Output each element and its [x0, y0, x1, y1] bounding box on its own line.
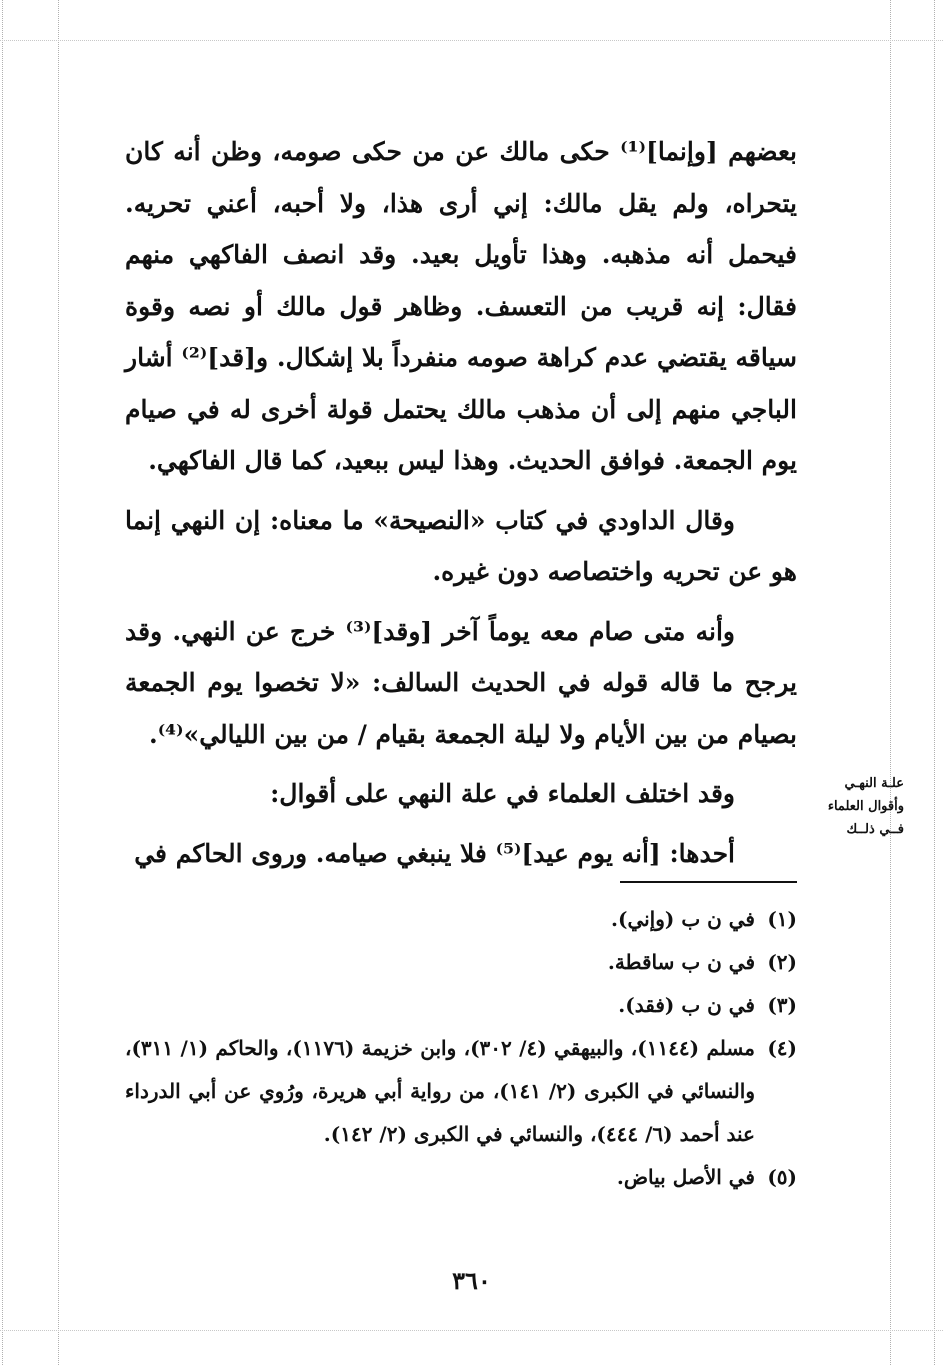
footnote-number: (١) [767, 907, 797, 931]
paragraph-4: وقد اختلف العلماء في علة النهي على أقوال: [270, 779, 735, 808]
footnote-text: في ن ب (فقد). [618, 993, 755, 1017]
main-text [125, 126, 797, 879]
footnote [125, 1156, 797, 1199]
page-number: ٣٦٠ [452, 1266, 491, 1295]
scan-guide-line [0, 1330, 943, 1331]
footnote-number: (٣) [767, 993, 797, 1017]
scan-guide-line [934, 0, 935, 1365]
footnote-text: في الأصل بياض. [616, 1165, 755, 1189]
footnote-separator [620, 881, 797, 883]
margin-heading-line: وأقوال العلماء [827, 799, 904, 814]
footnote [125, 1027, 797, 1156]
footnote [125, 898, 797, 941]
scan-guide-line [0, 40, 943, 41]
margin-heading-line: علـة النهـي [844, 776, 904, 791]
footnote-text: مسلم (١١٤٤)، والبيهقي (٤/ ٣٠٢)، وابن خزيمة (١١٧٦)، والحاكم (١/ ٣١١)، والنسائي في الكبرى (٢/ ١٤١)، من رواية أبي هريرة، ورُوي عن أبي الدرداء عند أحمد (٦/ ٤٤٤)، والنسائي في الكبرى (٢/ ١٤٢). [125, 1036, 755, 1146]
footnote [125, 941, 797, 984]
footnote [125, 984, 797, 1027]
scan-guide-line [58, 0, 59, 1365]
footnote-number: (٥) [767, 1165, 797, 1189]
paragraph-5: أحدها: [أنه يوم عيد]⁽⁵⁾ فلا ينبغي صيامه. وروى الحاكم في [134, 838, 735, 868]
footnote-number: (٤) [767, 1036, 797, 1060]
margin-heading-line: فــي ذلــك [846, 822, 904, 837]
scan-guide-line [2, 0, 3, 1365]
footnote-number: (٢) [767, 950, 797, 974]
paragraph-3: وأنه متى صام معه يوماً آخر [وقد]⁽³⁾ خرج عن النهي. وقد يرجح ما قاله قوله في الحديث السالف: «لا تخصوا يوم الجمعة بصيام من بين الأيام ولا ليلة الجمعة بقيام / من بين الليالي»⁽⁴⁾. [125, 616, 797, 749]
paragraph-2: وقال الداودي في كتاب «النصيحة» ما معناه: إن النهي إنما هو عن تحريه واختصاصه دون غيره. [125, 505, 797, 586]
footnote-text: في ن ب (وإني). [611, 907, 755, 931]
footnote-text: في ن ب ساقطة. [607, 950, 755, 974]
footnotes [125, 898, 797, 1199]
margin-heading [812, 772, 904, 841]
paragraph-1: بعضهم [وإنما]⁽¹⁾ حكى مالك عن من حكى صومه، وظن أنه كان يتحراه، ولم يقل مالك: إني أرى هذا، ولا أحبه، أعني تحريه. فيحمل أنه مذهبه. وهذا تأويل بعيد. وقد انصف الفاكهي منهم فقال: إنه قريب من التعسف. وظاهر قول مالك أو نصه وقوة سياقه يقتضي عدم كراهة صومه منفرداً بلا إشكال. و[قد]⁽²⁾ أشار الباجي منهم إلى أن مذهب مالك يحتمل قولة أخرى له في صيام يوم الجمعة. فوافق الحديث. وهذا ليس ببعيد، كما قال الفاكهي. [125, 137, 798, 475]
scan-guide-line [890, 0, 891, 1365]
